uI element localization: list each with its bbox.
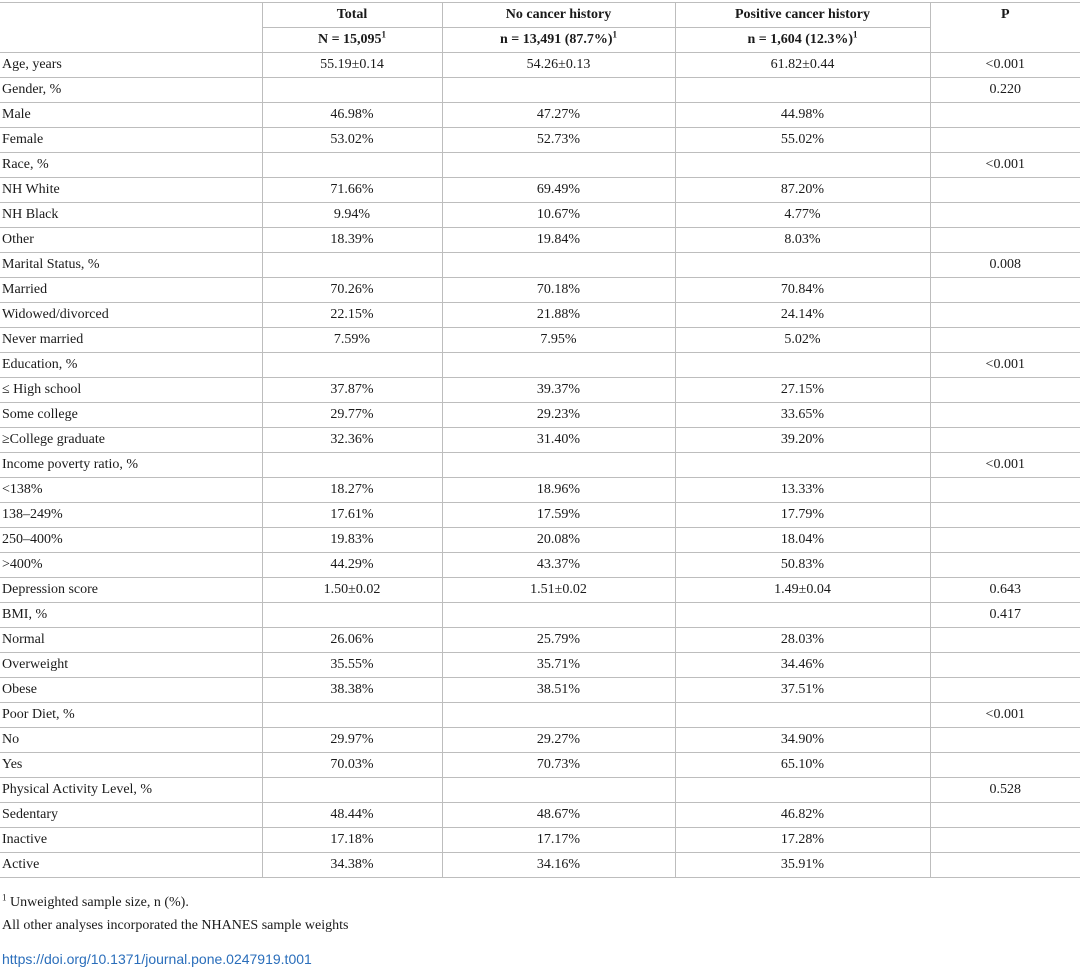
cell-no-cancer: 54.26±0.13	[442, 53, 675, 78]
cell-cancer	[675, 253, 930, 278]
table-row	[0, 503, 1080, 528]
cell-cancer: 65.10%	[675, 753, 930, 778]
cell-p	[930, 528, 1080, 553]
cell-no-cancer: 10.67%	[442, 203, 675, 228]
cell-p	[930, 803, 1080, 828]
table-header	[0, 3, 1080, 53]
no-cancer-n-text: n = 13,491 (87.7%)	[499, 32, 613, 47]
table-row	[0, 103, 1080, 128]
cell-p	[930, 328, 1080, 353]
row-label: Other	[0, 228, 262, 253]
cell-p	[930, 478, 1080, 503]
table-row	[0, 778, 1080, 803]
cell-p	[930, 278, 1080, 303]
table-row	[0, 78, 1080, 103]
row-label: Widowed/divorced	[0, 303, 262, 328]
table-row	[0, 403, 1080, 428]
cell-total: 19.83%	[262, 528, 442, 553]
row-label: Overweight	[0, 653, 262, 678]
cell-cancer: 44.98%	[675, 103, 930, 128]
table-row	[0, 228, 1080, 253]
cell-total: 17.18%	[262, 828, 442, 853]
cell-p	[930, 828, 1080, 853]
table-row	[0, 453, 1080, 478]
table-row	[0, 653, 1080, 678]
cell-p	[930, 628, 1080, 653]
cell-cancer: 33.65%	[675, 403, 930, 428]
cell-total: 55.19±0.14	[262, 53, 442, 78]
cell-cancer	[675, 778, 930, 803]
footnote-marker: 1	[612, 29, 618, 40]
table-row	[0, 328, 1080, 353]
cell-no-cancer	[442, 703, 675, 728]
row-label: Education, %	[0, 353, 262, 378]
header-no-cancer: No cancer history	[442, 3, 675, 28]
cell-total: 38.38%	[262, 678, 442, 703]
table-row	[0, 753, 1080, 778]
cell-cancer: 8.03%	[675, 228, 930, 253]
footnote-2: All other analyses incorporated the NHANES sample weights	[2, 918, 349, 933]
row-label: Inactive	[0, 828, 262, 853]
cell-total: 70.03%	[262, 753, 442, 778]
cell-cancer: 50.83%	[675, 553, 930, 578]
cell-no-cancer: 70.73%	[442, 753, 675, 778]
cell-no-cancer	[442, 253, 675, 278]
row-label: Male	[0, 103, 262, 128]
cell-no-cancer	[442, 778, 675, 803]
cell-cancer: 34.90%	[675, 728, 930, 753]
cell-no-cancer: 25.79%	[442, 628, 675, 653]
row-label: Married	[0, 278, 262, 303]
table-row	[0, 728, 1080, 753]
cell-cancer: 24.14%	[675, 303, 930, 328]
cell-p: 0.643	[930, 578, 1080, 603]
cell-total	[262, 703, 442, 728]
footnotes	[2, 891, 348, 937]
table-row	[0, 353, 1080, 378]
cell-cancer: 61.82±0.44	[675, 53, 930, 78]
cell-cancer: 55.02%	[675, 128, 930, 153]
cell-cancer: 37.51%	[675, 678, 930, 703]
cell-total: 34.38%	[262, 853, 442, 878]
row-label: Female	[0, 128, 262, 153]
cell-total: 70.26%	[262, 278, 442, 303]
table-row	[0, 553, 1080, 578]
cell-no-cancer: 38.51%	[442, 678, 675, 703]
footnote-1-text: Unweighted sample size, n (%).	[6, 895, 189, 910]
cell-cancer	[675, 353, 930, 378]
table-row	[0, 128, 1080, 153]
row-label: >400%	[0, 553, 262, 578]
cell-no-cancer: 47.27%	[442, 103, 675, 128]
row-label: Yes	[0, 753, 262, 778]
row-label: ≥College graduate	[0, 428, 262, 453]
header-row	[0, 3, 1080, 28]
cell-no-cancer: 29.23%	[442, 403, 675, 428]
row-label: Race, %	[0, 153, 262, 178]
cell-total	[262, 603, 442, 628]
cell-total: 29.97%	[262, 728, 442, 753]
row-label: Obese	[0, 678, 262, 703]
cell-no-cancer: 52.73%	[442, 128, 675, 153]
footnote-marker: 1	[853, 29, 858, 40]
table-row	[0, 278, 1080, 303]
doi-link[interactable]: https://doi.org/10.1371/journal.pone.0247919.t001	[2, 951, 312, 967]
cell-cancer	[675, 78, 930, 103]
table-row	[0, 478, 1080, 503]
table-row	[0, 253, 1080, 278]
cell-cancer: 39.20%	[675, 428, 930, 453]
cell-cancer: 35.91%	[675, 853, 930, 878]
row-label: Active	[0, 853, 262, 878]
cell-total: 18.39%	[262, 228, 442, 253]
cell-no-cancer: 17.59%	[442, 503, 675, 528]
cell-no-cancer: 18.96%	[442, 478, 675, 503]
cell-total: 37.87%	[262, 378, 442, 403]
total-n-text: N = 15,095	[317, 32, 382, 47]
cell-cancer: 28.03%	[675, 628, 930, 653]
cell-p: 0.528	[930, 778, 1080, 803]
cell-total: 48.44%	[262, 803, 442, 828]
footnote-1-marker: 1	[2, 892, 7, 903]
table-row	[0, 528, 1080, 553]
cell-no-cancer: 35.71%	[442, 653, 675, 678]
cell-no-cancer: 69.49%	[442, 178, 675, 203]
table-row	[0, 703, 1080, 728]
cell-cancer: 34.46%	[675, 653, 930, 678]
table-row	[0, 428, 1080, 453]
table-body	[0, 53, 1080, 878]
cell-p	[930, 203, 1080, 228]
cell-p	[930, 853, 1080, 878]
cell-no-cancer	[442, 453, 675, 478]
cell-cancer: 87.20%	[675, 178, 930, 203]
cell-no-cancer	[442, 353, 675, 378]
cell-cancer	[675, 153, 930, 178]
row-label: Never married	[0, 328, 262, 353]
header-total-n	[262, 28, 442, 53]
cell-cancer: 46.82%	[675, 803, 930, 828]
row-label: <138%	[0, 478, 262, 503]
cell-cancer: 4.77%	[675, 203, 930, 228]
cell-total	[262, 78, 442, 103]
cell-no-cancer: 43.37%	[442, 553, 675, 578]
cell-total: 29.77%	[262, 403, 442, 428]
cell-total: 32.36%	[262, 428, 442, 453]
cell-no-cancer: 20.08%	[442, 528, 675, 553]
cell-no-cancer: 29.27%	[442, 728, 675, 753]
cell-total: 26.06%	[262, 628, 442, 653]
header-cell-empty	[0, 3, 262, 53]
cell-total	[262, 453, 442, 478]
cell-p	[930, 678, 1080, 703]
footnote-1	[2, 891, 348, 914]
table-row	[0, 203, 1080, 228]
cell-no-cancer	[442, 603, 675, 628]
cell-total: 18.27%	[262, 478, 442, 503]
table-row	[0, 678, 1080, 703]
table-row	[0, 603, 1080, 628]
cell-total: 1.50±0.02	[262, 578, 442, 603]
cell-cancer: 17.28%	[675, 828, 930, 853]
row-label: NH Black	[0, 203, 262, 228]
cell-cancer	[675, 453, 930, 478]
cell-no-cancer	[442, 153, 675, 178]
cell-p	[930, 103, 1080, 128]
cell-total	[262, 353, 442, 378]
table-row	[0, 853, 1080, 878]
table-row	[0, 578, 1080, 603]
cell-cancer: 5.02%	[675, 328, 930, 353]
cell-no-cancer: 31.40%	[442, 428, 675, 453]
cell-p	[930, 753, 1080, 778]
cell-total: 71.66%	[262, 178, 442, 203]
cell-total: 17.61%	[262, 503, 442, 528]
cell-total: 9.94%	[262, 203, 442, 228]
cell-p: <0.001	[930, 703, 1080, 728]
row-label: Poor Diet, %	[0, 703, 262, 728]
cell-no-cancer: 48.67%	[442, 803, 675, 828]
cell-cancer: 27.15%	[675, 378, 930, 403]
cell-p	[930, 428, 1080, 453]
row-label: Age, years	[0, 53, 262, 78]
header-cancer: Positive cancer history	[675, 3, 930, 28]
cell-cancer	[675, 703, 930, 728]
cell-p: <0.001	[930, 53, 1080, 78]
row-label: 250–400%	[0, 528, 262, 553]
table-row	[0, 303, 1080, 328]
row-label: BMI, %	[0, 603, 262, 628]
cell-total	[262, 153, 442, 178]
cell-cancer	[675, 603, 930, 628]
cancer-n-text: n = 1,604 (12.3%)	[747, 32, 854, 47]
row-label: NH White	[0, 178, 262, 203]
cell-p	[930, 503, 1080, 528]
row-label: Depression score	[0, 578, 262, 603]
cell-total: 53.02%	[262, 128, 442, 153]
cell-p	[930, 378, 1080, 403]
cell-p: 0.220	[930, 78, 1080, 103]
row-label: Sedentary	[0, 803, 262, 828]
table-row	[0, 828, 1080, 853]
cell-p: 0.008	[930, 253, 1080, 278]
row-label: No	[0, 728, 262, 753]
cell-total	[262, 253, 442, 278]
table-row	[0, 53, 1080, 78]
row-label: Gender, %	[0, 78, 262, 103]
cell-p	[930, 403, 1080, 428]
row-label: 138–249%	[0, 503, 262, 528]
cell-no-cancer: 19.84%	[442, 228, 675, 253]
header-cancer-n	[675, 28, 930, 53]
cell-cancer: 13.33%	[675, 478, 930, 503]
cell-total: 22.15%	[262, 303, 442, 328]
cell-p: <0.001	[930, 353, 1080, 378]
table-row	[0, 803, 1080, 828]
table-row	[0, 378, 1080, 403]
cell-total: 7.59%	[262, 328, 442, 353]
cell-total: 44.29%	[262, 553, 442, 578]
cell-total: 35.55%	[262, 653, 442, 678]
table-row	[0, 153, 1080, 178]
row-label: Some college	[0, 403, 262, 428]
cell-total: 46.98%	[262, 103, 442, 128]
cell-cancer: 1.49±0.04	[675, 578, 930, 603]
cell-no-cancer: 34.16%	[442, 853, 675, 878]
cell-no-cancer: 70.18%	[442, 278, 675, 303]
table-row	[0, 628, 1080, 653]
cell-no-cancer: 17.17%	[442, 828, 675, 853]
cell-p	[930, 128, 1080, 153]
cell-cancer: 70.84%	[675, 278, 930, 303]
row-label: Normal	[0, 628, 262, 653]
cell-cancer: 18.04%	[675, 528, 930, 553]
cell-p: <0.001	[930, 453, 1080, 478]
header-p: P	[930, 3, 1080, 53]
row-label: ≤ High school	[0, 378, 262, 403]
cell-no-cancer: 21.88%	[442, 303, 675, 328]
cell-no-cancer	[442, 78, 675, 103]
row-label: Income poverty ratio, %	[0, 453, 262, 478]
cell-p	[930, 553, 1080, 578]
row-label: Marital Status, %	[0, 253, 262, 278]
cell-no-cancer: 1.51±0.02	[442, 578, 675, 603]
data-table	[0, 2, 1080, 878]
cell-cancer: 17.79%	[675, 503, 930, 528]
cell-p	[930, 303, 1080, 328]
cell-no-cancer: 7.95%	[442, 328, 675, 353]
header-no-cancer-n	[442, 28, 675, 53]
cell-total	[262, 778, 442, 803]
cell-p	[930, 228, 1080, 253]
row-label: Physical Activity Level, %	[0, 778, 262, 803]
table-row	[0, 178, 1080, 203]
header-total: Total	[262, 3, 442, 28]
cell-p	[930, 178, 1080, 203]
footnote-marker: 1	[381, 29, 387, 40]
cell-p	[930, 653, 1080, 678]
cell-p: <0.001	[930, 153, 1080, 178]
cell-no-cancer: 39.37%	[442, 378, 675, 403]
cell-p	[930, 728, 1080, 753]
cell-p: 0.417	[930, 603, 1080, 628]
